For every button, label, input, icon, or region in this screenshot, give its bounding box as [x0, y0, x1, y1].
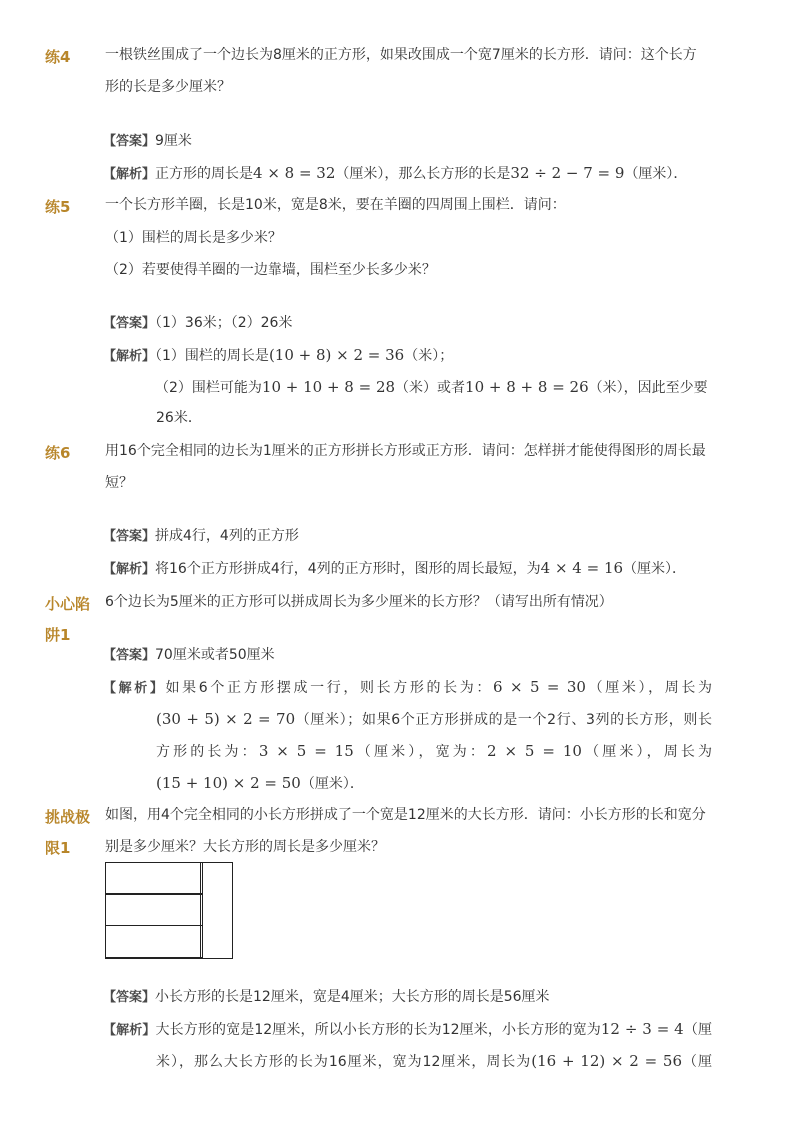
answer-tag: 【答案】	[103, 316, 156, 331]
math-expression: 32 ÷ 2 − 7 = 9	[510, 164, 625, 182]
answer-text: （1）36米；（2）26米	[155, 315, 293, 331]
analysis-line	[103, 558, 686, 580]
math-expression: 3 × 5 = 15	[258, 742, 354, 760]
answer-line	[103, 526, 299, 547]
small-rectangle	[200, 862, 233, 959]
answer-tag: 【答案】	[103, 134, 156, 149]
answer-text: 小长方形的长是12厘米，宽是4厘米；大长方形的周长是56厘米	[155, 989, 550, 1005]
answer-line	[103, 645, 275, 666]
math-expression: 2 × 5 = 10	[487, 742, 582, 760]
problem-label: 限1	[45, 839, 71, 857]
analysis-text: （厘	[683, 1022, 712, 1038]
analysis-line	[156, 709, 712, 730]
math-expression: 10 + 8 + 8 = 26	[465, 378, 589, 396]
problem-label: 小心陷	[45, 595, 91, 613]
question-text: （2）若要使得羊圈的一边靠墙，围栏至少长多少米？	[105, 262, 436, 278]
small-rectangle	[105, 893, 203, 926]
analysis-line	[156, 773, 364, 794]
analysis-text: （厘米）．	[624, 166, 688, 182]
rectangle-figure	[105, 862, 233, 959]
question-text: 如图，用4个完全相同的小长方形拼成了一个宽是12厘米的大长方形．请问：小长方形的长和宽分	[105, 807, 706, 823]
answer-line	[103, 131, 192, 152]
answer-tag: 【答案】	[103, 648, 156, 663]
question-text: 6个边长为5厘米的正方形可以拼成周长为多少厘米的长方形？（请写出所有情况）	[105, 594, 613, 610]
math-expression: (16 + 12) × 2 = 56	[531, 1052, 683, 1070]
math-expression: (15 + 10) × 2 = 50	[156, 774, 301, 792]
math-expression: 10 + 10 + 8 = 28	[261, 378, 396, 396]
answer-text: 70厘米或者50厘米	[155, 647, 275, 663]
analysis-text: 将16个正方形拼成4行，4列的正方形时，图形的周长最短，为	[155, 561, 541, 577]
problem-label: 练5	[45, 198, 71, 216]
analysis-tag: 【解析】	[103, 1023, 156, 1038]
analysis-text: 正方形的周长是	[155, 166, 254, 182]
analysis-line	[103, 163, 687, 185]
analysis-text: （米）；	[404, 348, 454, 364]
question-text: （1）围栏的周长是多少米？	[105, 230, 282, 246]
analysis-text: （米）或者	[395, 380, 466, 396]
analysis-text: （厘米），宽为：	[353, 744, 487, 760]
analysis-text: （厘米）．	[300, 776, 364, 792]
analysis-text: （厘米），周长为	[585, 680, 712, 696]
answer-text: 拼成4行，4列的正方形	[155, 528, 299, 544]
analysis-text: （厘米），那么长方形的长是	[335, 166, 511, 182]
question-text: 形的长是多少厘米？	[105, 79, 231, 95]
question-text: 短？	[105, 475, 133, 491]
small-rectangle	[105, 862, 203, 895]
analysis-line	[103, 1019, 712, 1041]
analysis-line	[103, 677, 712, 699]
analysis-line	[155, 377, 708, 398]
problem-label: 练4	[45, 48, 71, 66]
analysis-tag: 【解析】	[103, 167, 156, 182]
math-expression: 12 ÷ 3 = 4	[600, 1020, 684, 1038]
analysis-text: （2）围栏可能为	[155, 380, 262, 396]
answer-tag: 【答案】	[103, 990, 156, 1005]
problem-label: 挑战极	[45, 808, 91, 826]
analysis-tag: 【解析】	[103, 681, 166, 696]
analysis-tag: 【解析】	[103, 349, 156, 364]
analysis-text: （厘米）；如果6个正方形拼成的是一个2行、3列的长方形，则长	[295, 712, 712, 728]
question-text: 一根铁丝围成了一个边长为8厘米的正方形，如果改围成一个宽7厘米的长方形．请问：这个长方	[105, 47, 697, 63]
analysis-text: 大长方形的宽是12厘米，所以小长方形的长为12厘米，小长方形的宽为	[155, 1022, 601, 1038]
answer-line	[103, 313, 292, 334]
answer-tag: 【答案】	[103, 529, 156, 544]
math-expression: (30 + 5) × 2 = 70	[156, 710, 296, 728]
analysis-text: （1）围栏的周长是	[155, 348, 269, 364]
problem-label: 练6	[45, 444, 71, 462]
analysis-text: 方形的长为：	[156, 744, 259, 760]
math-expression: (10 + 8) × 2 = 36	[268, 346, 405, 364]
analysis-text: 如果6个正方形摆成一行，则长方形的长为：	[165, 680, 494, 696]
analysis-text: 米），那么大长方形的长为16厘米，宽为12厘米，周长为	[156, 1054, 532, 1070]
analysis-tag: 【解析】	[103, 562, 156, 577]
analysis-text: （厘	[682, 1054, 713, 1070]
analysis-text: （厘米）．	[623, 561, 687, 577]
answer-text: 9厘米	[155, 133, 192, 149]
math-expression: 4 × 8 = 32	[253, 164, 336, 182]
analysis-text: （米），因此至少要	[588, 380, 708, 396]
math-expression: 6 × 5 = 30	[493, 678, 586, 696]
analysis-line: 26米．	[156, 410, 202, 426]
question-text: 别是多少厘米？大长方形的周长是多少厘米？	[105, 839, 385, 855]
analysis-line	[103, 345, 453, 367]
small-rectangle	[105, 925, 203, 958]
math-expression: 4 × 4 = 16	[540, 559, 624, 577]
answer-line	[103, 987, 550, 1008]
analysis-line	[156, 741, 712, 762]
question-text: 用16个完全相同的边长为1厘米的正方形拼长方形或正方形．请问：怎样拼才能使得图形的周长最	[105, 443, 706, 459]
question-text: 一个长方形羊圈，长是10米，宽是8米，要在羊圈的四周围上围栏．请问：	[105, 197, 566, 213]
analysis-line	[156, 1051, 712, 1072]
analysis-text: （厘米），周长为	[581, 744, 713, 760]
problem-label: 阱1	[45, 626, 71, 644]
